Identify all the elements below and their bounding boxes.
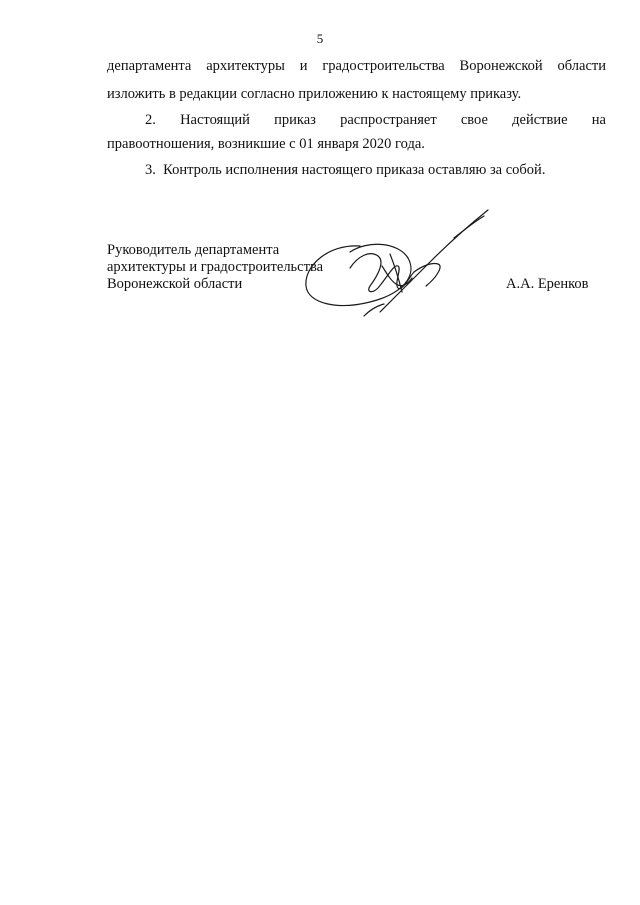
word: приказ: [274, 112, 316, 128]
paragraph-1-line-1: [107, 56, 606, 76]
word: градостроительства: [322, 58, 445, 74]
handwritten-signature-icon: [298, 206, 498, 324]
signatory-title-line-3: Воронежской области: [107, 276, 243, 292]
paragraph-3: [145, 160, 606, 180]
paragraph-3-text: Контроль исполнения настоящего приказа оставляю за собой.: [163, 162, 546, 178]
word: Настоящий: [180, 112, 250, 128]
word: архитектуры: [206, 58, 285, 74]
paragraph-1-line-2: изложить в редакции согласно приложению к настоящему приказу.: [107, 86, 522, 102]
word: на: [591, 112, 606, 128]
word: действие: [512, 112, 568, 128]
signatory-name: А.А. Еренков: [506, 276, 589, 292]
word: свое: [460, 112, 488, 128]
signatory-title-line-1: Руководитель департамента: [107, 242, 280, 258]
word: области: [557, 58, 606, 74]
word: Воронежской: [459, 58, 543, 74]
word: и: [299, 58, 308, 74]
signatory-title: [107, 242, 323, 293]
paragraph-2-line-2: правоотношения, возникшие с 01 января 2020 года.: [107, 136, 425, 152]
paragraph-2-number: 2.: [145, 112, 156, 128]
paragraph-2-line-1: [145, 110, 606, 130]
paragraph-3-number: 3.: [145, 162, 156, 178]
word: распространяет: [340, 112, 437, 128]
page-number: 5: [316, 31, 324, 46]
word: департамента: [107, 58, 192, 74]
signatory-title-line-2: архитектуры и градостроительства: [107, 259, 324, 275]
